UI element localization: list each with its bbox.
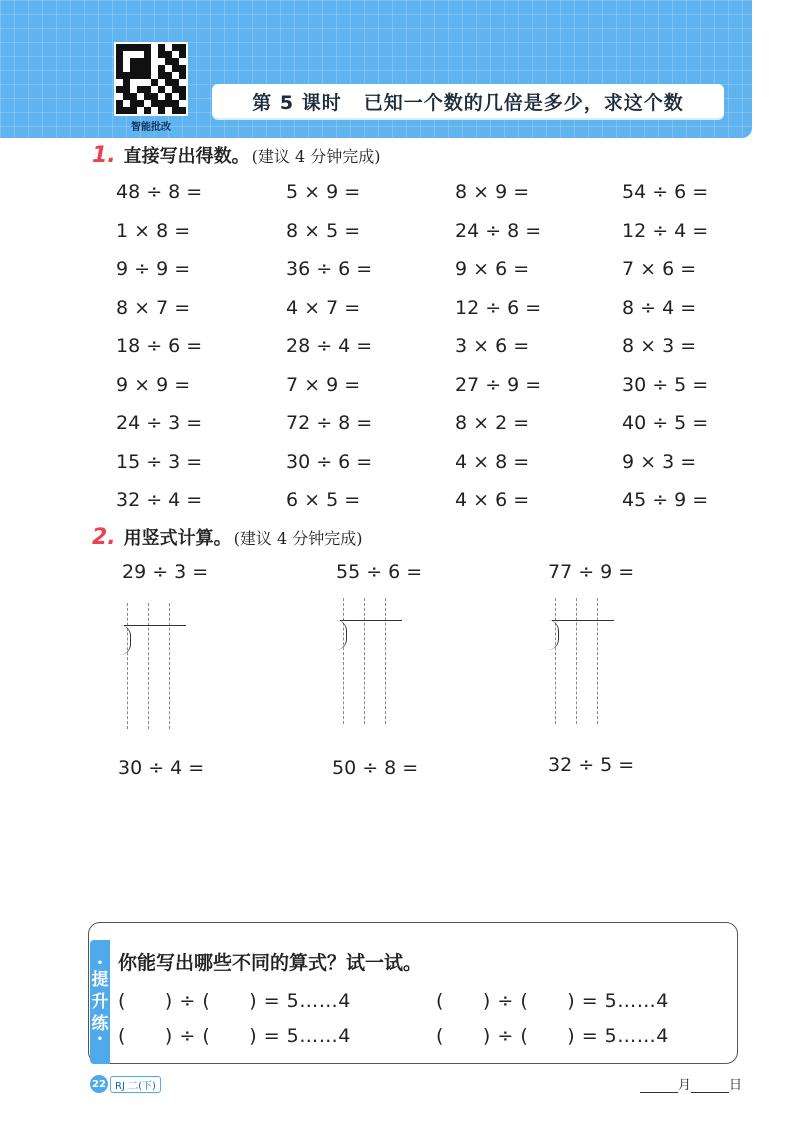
math-item-r2-c1[interactable]: 1 × 8 =: [116, 220, 191, 242]
math-item-r8-c1[interactable]: 15 ÷ 3 =: [116, 451, 203, 473]
qr-label: 智能批改: [131, 122, 171, 133]
month-label: 月: [678, 1078, 692, 1093]
fill-in-equation-1[interactable]: ( ) ÷ ( ) = 5……4: [118, 990, 351, 1012]
math-item-r7-c3[interactable]: 8 × 2 =: [455, 412, 530, 434]
math-item-r7-c4[interactable]: 40 ÷ 5 =: [622, 412, 709, 434]
math-item-r1-c3[interactable]: 8 × 9 =: [455, 181, 530, 203]
math-item-r3-c4[interactable]: 7 × 6 =: [622, 258, 697, 280]
tag-char-2: 升: [91, 992, 109, 1012]
math-item-r6-c3[interactable]: 27 ÷ 9 =: [455, 374, 542, 396]
improvement-tag: • 提 升 练 •: [90, 940, 110, 1064]
section-1-number: 1.: [92, 143, 116, 168]
math-item-r1-c4[interactable]: 54 ÷ 6 =: [622, 181, 709, 203]
vertical-problem-1: 29 ÷ 3 =: [122, 561, 209, 583]
qr-code-block: [114, 42, 188, 133]
lesson-number: 第 5 课时: [252, 91, 342, 114]
math-item-r6-c1[interactable]: 9 × 9 =: [116, 374, 191, 396]
section-1-heading: [92, 142, 381, 168]
page-number-badge: 22: [90, 1075, 108, 1093]
math-item-r8-c3[interactable]: 4 × 8 =: [455, 451, 530, 473]
section-2-heading: [92, 524, 363, 550]
math-item-r6-c4[interactable]: 30 ÷ 5 =: [622, 374, 709, 396]
division-workspace-2[interactable]: [338, 598, 428, 738]
vertical-problem-3: 77 ÷ 9 =: [548, 561, 635, 583]
math-item-r7-c2[interactable]: 72 ÷ 8 =: [286, 412, 373, 434]
fill-in-equation-2[interactable]: ( ) ÷ ( ) = 5……4: [436, 990, 669, 1012]
math-item-r2-c4[interactable]: 12 ÷ 4 =: [622, 220, 709, 242]
fill-in-equation-4[interactable]: ( ) ÷ ( ) = 5……4: [436, 1025, 669, 1047]
tag-char-3: 练: [91, 1014, 109, 1034]
vertical-problem-6: 32 ÷ 5 =: [548, 754, 635, 776]
month-blank[interactable]: [640, 1080, 678, 1093]
math-item-r5-c2[interactable]: 28 ÷ 4 =: [286, 335, 373, 357]
math-item-r3-c1[interactable]: 9 ÷ 9 =: [116, 258, 191, 280]
section-2-hint: (建议 4 分钟完成): [233, 529, 363, 548]
division-workspace-3[interactable]: [550, 598, 640, 738]
lesson-topic: 已知一个数的几倍是多少，求这个数: [363, 91, 684, 114]
vertical-problem-2: 55 ÷ 6 =: [336, 561, 423, 583]
math-item-r2-c3[interactable]: 24 ÷ 8 =: [455, 220, 542, 242]
section-1-hint: (建议 4 分钟完成): [251, 147, 381, 166]
math-item-r4-c1[interactable]: 8 × 7 =: [116, 297, 191, 319]
math-item-r4-c3[interactable]: 12 ÷ 6 =: [455, 297, 542, 319]
math-item-r4-c2[interactable]: 4 × 7 =: [286, 297, 361, 319]
math-item-r2-c2[interactable]: 8 × 5 =: [286, 220, 361, 242]
math-item-r9-c2[interactable]: 6 × 5 =: [286, 489, 361, 511]
math-item-r3-c2[interactable]: 36 ÷ 6 =: [286, 258, 373, 280]
math-item-r9-c1[interactable]: 32 ÷ 4 =: [116, 489, 203, 511]
math-item-r9-c3[interactable]: 4 × 6 =: [455, 489, 530, 511]
date-field[interactable]: [640, 1074, 742, 1093]
math-item-r4-c4[interactable]: 8 ÷ 4 =: [622, 297, 697, 319]
math-item-r6-c2[interactable]: 7 × 9 =: [286, 374, 361, 396]
day-label: 日: [729, 1078, 743, 1093]
fill-in-equation-3[interactable]: ( ) ÷ ( ) = 5……4: [118, 1025, 351, 1047]
math-item-r8-c4[interactable]: 9 × 3 =: [622, 451, 697, 473]
math-item-r8-c2[interactable]: 30 ÷ 6 =: [286, 451, 373, 473]
lesson-title: [212, 84, 724, 118]
vertical-problem-4: 30 ÷ 4 =: [118, 757, 205, 779]
section-2-title: 用竖式计算。: [123, 528, 232, 549]
book-edition-tag: RJ 二(下): [110, 1076, 161, 1093]
day-blank[interactable]: [691, 1080, 729, 1093]
vertical-problem-5: 50 ÷ 8 =: [332, 757, 419, 779]
section-2-number: 2.: [92, 525, 116, 550]
qr-code-icon[interactable]: [114, 42, 188, 116]
math-item-r5-c3[interactable]: 3 × 6 =: [455, 335, 530, 357]
math-item-r3-c3[interactable]: 9 × 6 =: [455, 258, 530, 280]
math-item-r9-c4[interactable]: 45 ÷ 9 =: [622, 489, 709, 511]
tag-char-1: 提: [91, 970, 109, 990]
improvement-question: 你能写出哪些不同的算式？试一试。: [118, 952, 423, 974]
math-item-r5-c4[interactable]: 8 × 3 =: [622, 335, 697, 357]
math-item-r1-c1[interactable]: 48 ÷ 8 =: [116, 181, 203, 203]
section-1-title: 直接写出得数。: [123, 146, 250, 167]
math-item-r5-c1[interactable]: 18 ÷ 6 =: [116, 335, 203, 357]
division-workspace-1[interactable]: [122, 603, 212, 743]
math-item-r1-c2[interactable]: 5 × 9 =: [286, 181, 361, 203]
math-item-r7-c1[interactable]: 24 ÷ 3 =: [116, 412, 203, 434]
